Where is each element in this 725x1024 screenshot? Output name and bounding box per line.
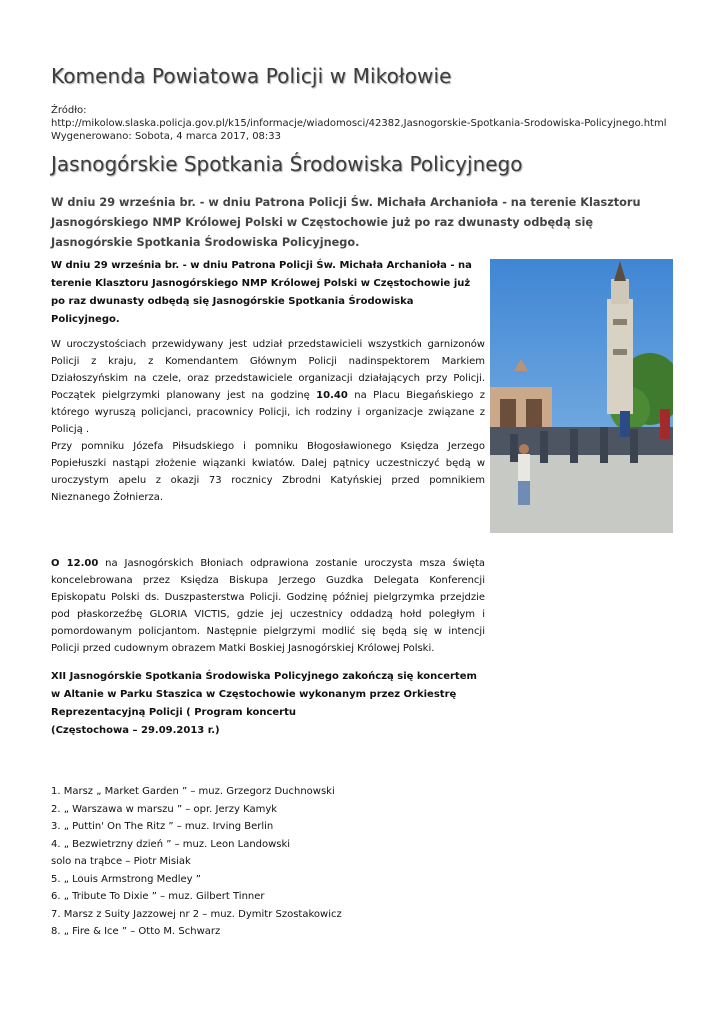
- program-item: 6. „ Tribute To Dixie ” – muz. Gilbert Tinner: [51, 891, 265, 902]
- program-item: 4. „ Bezwietrzny dzień ” – muz. Leon Landowski: [51, 838, 291, 850]
- article-title: Jasnogórskie Spotkania Środowiska Policyjnego: [51, 152, 523, 176]
- program-item: 3. „ Puttin' On The Ritz ” – muz. Irving Berlin: [51, 821, 274, 832]
- para1-text-c: Przy pomniku Józefa Piłsudskiego i pomniku Błogosławionego Księdza Jerzego Popiełuszki nastąpi złożenie wiązanki kwiatów. Dalej pątnicy uczestniczyć będą w uroczystym apelu z okazji 73 rocznicy Zbrodni Katyńskiej przed pomnikiem Nieznanego Żołnierza.: [51, 441, 485, 503]
- article-paragraph-1: [51, 336, 485, 506]
- article-paragraph-2: [51, 555, 485, 657]
- program-item: 1. Marsz „ Market Garden ” – muz. Grzegorz Duchnowski: [51, 786, 335, 797]
- concert-program-list: [51, 783, 342, 941]
- concert-line-1: XII Jasnogórskie Spotkania Środowiska Policyjnego zakończą się koncertem w Altanie w Parku Staszica w Częstochowie wykonanym przez Orkiestrę Reprezentacyjną Policji ( Program koncertu: [51, 671, 477, 718]
- para1-time: 10.40: [316, 390, 348, 401]
- program-item: solo na trąbce – Piotr Misiak: [51, 856, 191, 867]
- article-intro: W dniu 29 września br. - w dniu Patrona Policji Św. Michała Archanioła - na terenie Klasztoru Jasnogórskiego NMP Królowej Polski w Częstochowie już po raz dwunasty odbędą się Jasnogórskie Spotkania Środowiska Policyjnego.: [51, 260, 472, 325]
- concert-announcement: [51, 668, 485, 740]
- source-url[interactable]: http://mikolow.slaska.policja.gov.pl/k15/informacje/wiadomosci/42382,Jasnogorskie-Spotkania-Srodowiska-Policyjnego.html: [51, 118, 667, 129]
- generated-date: Wygenerowano: Sobota, 4 marca 2017, 08:33: [51, 131, 282, 142]
- concert-line-2: (Częstochowa – 29.09.2013 r.): [51, 725, 220, 736]
- source-label: Źródło:: [51, 105, 87, 116]
- para1-text-b: na Placu Biegańskiego z którego wyruszą policjanci, pracownicy Policji, ich rodziny i organizacje związane z Policją .: [51, 390, 485, 435]
- program-item: 8. „ Fire & Ice ” – Otto M. Schwarz: [51, 926, 221, 937]
- jasna-gora-procession-image: [490, 259, 673, 533]
- program-item: 2. „ Warszawa w marszu ” – opr. Jerzy Kamyk: [51, 803, 278, 815]
- article-lead: W dniu 29 września br. - w dniu Patrona Policji Św. Michała Archanioła - na terenie Klasztoru Jasnogórskiego NMP Królowej Polski w Częstochowie już po raz dwunasty odbędą się Jasnogórskie Spotkania Środowiska Policyjnego.: [51, 196, 641, 249]
- program-item: 7. Marsz z Suity Jazzowej nr 2 – muz. Dymitr Szostakowicz: [51, 908, 342, 920]
- site-title: Komenda Powiatowa Policji w Mikołowie: [51, 64, 452, 88]
- source-meta: [51, 104, 667, 143]
- article-photo: [490, 259, 673, 533]
- program-item: 5. „ Louis Armstrong Medley ”: [51, 873, 201, 885]
- para2-time: O 12.00: [51, 558, 99, 569]
- para2-text: na Jasnogórskich Błoniach odprawiona zostanie uroczysta msza święta koncelebrowana przez Księdza Biskupa Jerzego Guzdka Delegata Konferencji Episkopatu Polski ds. Duszpasterstwa Policji. Godzinę później pielgrzymka przejdzie pod płaskorzeźbę GLORIA VICTIS, gdzie jej uczestnicy oddadzą hołd poległym i pomordowanym policjantom. Następnie pielgrzymi modlić się będą się w intencji Policji przed cudownym obrazem Matki Boskiej Jasnogórskiej Królowej Polski.: [51, 558, 485, 654]
- para1-text-a: W uroczystościach przewidywany jest udział przedstawicieli wszystkich garnizonów Policji z kraju, z Komendantem Głównym Policji nadinspektorem Markiem Działoszyńskim na czele, oraz przedstawiciele organizacji działających przy Policji. Początek pielgrzymki planowany jest na godzinę: [51, 339, 485, 401]
